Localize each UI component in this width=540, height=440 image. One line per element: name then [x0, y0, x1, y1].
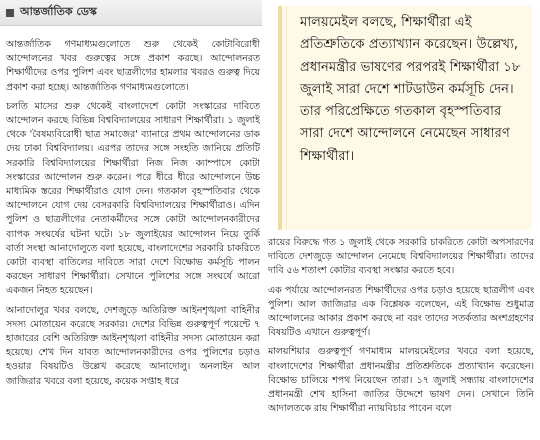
- section-header: [0, 0, 262, 26]
- article-left-column: [6, 38, 260, 440]
- pull-quote-box: [278, 6, 532, 230]
- square-bullet-icon: [6, 9, 14, 17]
- article-paragraph: আনাদোলুর খবর বলছে, দেশজুড়ে অতিরিক্ত আইনশৃঙ্খলা বাহিনীর সদস্য মোতায়েন করেছে সরকার। দেশের বিভিন্ন গুরুত্বপূর্ণ পয়েন্টে ৭ হাজারের বেশি অতিরিক্ত আইনশৃঙ্খলা বাহিনীর সদস্য মোতায়েন করা হয়েছে। শেখ দিন যাবত আন্দোলনকারীদের ওপর পুলিশের চড়াও হওয়ার বিষয়টিও উল্লেখ করেছে আনাদোলু। অনলাইন আল জাজিরার খবরে বলা হয়েছে, কয়েক সপ্তাহ ধরে: [6, 304, 260, 387]
- article-paragraph: মালয়শিয়ার গুরুত্বপূর্ণ গণমাধ্যম মালয়মেইলের খবরে বলা হয়েছে, বাংলাদেশের শিক্ষার্থীরা প্রধানমন্ত্রীর প্রতিশ্রুতিকে প্রত্যাখ্যান করেছেন। বিক্ষোভ চালিয়ে শপথ নিয়েছেন তারা। ১৭ জুলাই সন্ধ্যায় বাংলাদেশের প্রধানমন্ত্রী শেখ হাসিনা জাতির উদ্দেশে ভাষণ দেন। সেখানে তিনি আদালতকে রায় শিক্ষার্থীরা ন্যায়বিচার পাবেন বলে: [268, 346, 534, 415]
- article-paragraph: চলতি মাসের শুরু থেকেই বাংলাদেশে কোটা সংস্কারের দাবিতে আন্দোলন করছে বিভিন্ন বিশ্ববিদ্যালয়ের সাধারণ শিক্ষার্থীরা। ১ জুলাই থেকে 'বৈষম্যবিরোধী ছাত্র সমাজের' ব্যানারে প্রথম আন্দোলনের ডাক দেয় ঢাকা বিশ্ববিদ্যালয়। এরপর তাদের সঙ্গে সংহতি জানিয়ে প্রতিটি সরকারি বিশ্ববিদ্যালয়ের শিক্ষার্থীরা নিজ নিজ ক্যাম্পাসে কোটা সংস্কারের আন্দোলন শুরু করেন। পরে ধীরে ধীরে আন্দোলনে উচ্চ মাধ্যমিক স্তরের শিক্ষার্থীরাও যোগ দেন। গতকাল বৃহস্পতিবার থেকে আন্দোলনে যোগ দেয় বেসরকারি বিশ্ববিদ্যালয়ের শিক্ষার্থীরাও। এদিন পুলিশ ও ছাত্রলীগের নেতাকর্মীদের সঙ্গে কোটা আন্দোলনকারীদের ব্যাপক সংঘর্ষের ঘটনা ঘটে। ১৮ জুলাইয়ের আন্দোলন নিয়ে তুর্কি বার্তা সংস্থা আনাদোলুতে বলা হয়েছে, বাংলাদেশের সরকারি চাকরিতে কোটা ব্যবস্থা বাতিলের দাবিতে সারা দেশে বিক্ষোভ কর্মসূচি পালন করছেন সাধারণ শিক্ষার্থীরা। সেখানে পুলিশের সঙ্গে সংঘর্ষে আরো একজন নিহত হয়েছেন।: [6, 100, 260, 297]
- section-title: আন্তর্জাতিক ডেস্ক: [20, 5, 97, 18]
- article-right-column: [268, 236, 534, 440]
- article-paragraph: এক পর্যায়ে আন্দোলনরত শিক্ষার্থীদের ওপর চড়াও হয়েছে ছাত্রলীগ এবং পুলিশ। আল জাজিরার এক বিশ্লেষক বলেছেন, এই বিক্ষোভ শুধুমাত্র আন্দোলনের আকার প্রকাশ করছে না বরং তাদের সতর্কতার অংশগ্রহণের বিষয়টিও এখানে গুরুত্বপূর্ণ।: [268, 284, 534, 339]
- article-paragraph: আন্তর্জাতিক গণমাধ্যমগুলোতে শুরু থেকেই কোটাবিরোধী আন্দোলনের খবর গুরুত্বের সঙ্গে প্রকাশ করছে। আন্দোলনরত শিক্ষার্থীদের ওপর পুলিশ এবং ছাত্রলীগের হামলার খবরও গুরুত্ব দিয়ে প্রকাশ করা হচ্ছে। আন্তর্জাতিক গণমাধ্যমগুলোতে।: [6, 39, 260, 93]
- pull-quote-text: মালয়মেইল বলছে, শিক্ষার্থীরা এই প্রতিশ্রুতিকে প্রত্যাখ্যান করেছেন। উল্লেখ্য, প্রধানমন্ত্রীর ভাষণের পরপরই শিক্ষার্থীরা ১৮ জুলাই সারা দেশে শাটডাউন কর্মসূচি দেন। তার পরিপ্রেক্ষিতে গতকাল বৃহস্পতিবার সারা দেশে আন্দোলনে নেমেছেন সাধারণ শিক্ষার্থীরা।: [300, 15, 521, 164]
- article-paragraph: রায়ের বিরুদ্ধে গত ১ জুলাই থেকে সরকারি চাকরিতে কোটা অপসারণের দাবিতে দেশজুড়ে আন্দোলন নেমেছে বিশ্ববিদ্যালয়ের শিক্ষার্থীরা। তাদের দাবি ৫৬ শতাংশ কোটার ব্যবস্থা সংস্কার করতে হবে।: [268, 237, 534, 277]
